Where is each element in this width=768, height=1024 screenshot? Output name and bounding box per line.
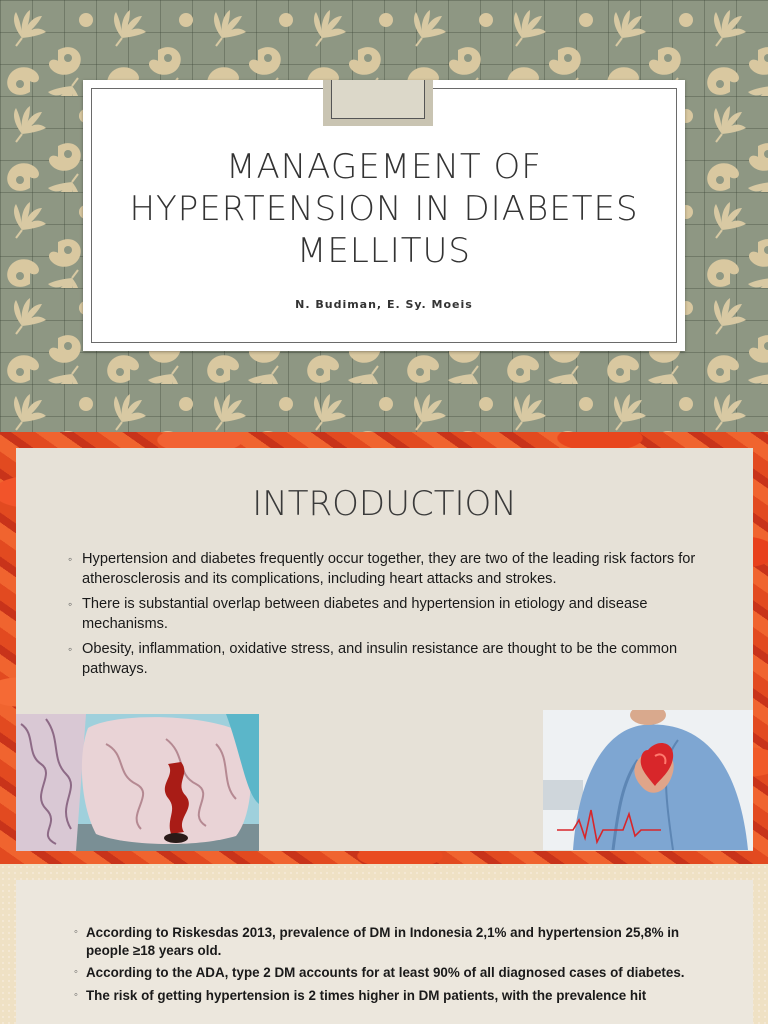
statistics-slide [0,864,768,1024]
list-item: ◦ Obesity, inflammation, oxidative stress, and insulin resistance are thought to be the common pathways. [68,641,678,677]
title-slide [0,0,768,432]
statistics-bullets [74,924,694,1009]
introduction-slide [0,432,768,864]
introduction-bullets [68,550,698,685]
bullet-icon: ◦ [74,966,78,978]
title-card [83,80,685,351]
list-item: ◦ The risk of getting hypertension is 2 times higher in DM patients, with the prevalence hit [74,987,647,1003]
list-item: ◦ Hypertension and diabetes frequently occur together, they are two of the leading risk factors for atherosclerosis and its complications, including heart attacks and strokes. [68,551,696,587]
bullet-icon: ◦ [68,552,73,566]
bullet-icon: ◦ [68,642,73,656]
presentation-title: MANAGEMENT OF HYPERTENSION IN DIABETES MELLITUS [129,147,639,271]
bullet-icon: ◦ [74,988,78,1001]
list-item: ◦ According to Riskesdas 2013, prevalence of DM in Indonesia 2,1% and hypertension 25,8% in people ≥18 years old. [74,925,680,958]
bullet-icon: ◦ [68,597,73,611]
list-item: ◦ According to the ADA, type 2 DM accounts for at least 90% of all diagnosed cases of diabetes. [74,965,685,980]
bullet-icon: ◦ [74,926,78,938]
statistics-card [16,880,753,1024]
title-tab-decoration [323,80,433,126]
authors-line: N. Budiman, E. Sy. Moeis [295,298,473,311]
introduction-heading: INTRODUCTION [252,484,517,524]
list-item: ◦ There is substantial overlap between diabetes and hypertension in etiology and disease mechanisms. [68,596,648,632]
brain-hemorrhage-photo [16,714,259,851]
heart-attack-photo [543,710,753,850]
